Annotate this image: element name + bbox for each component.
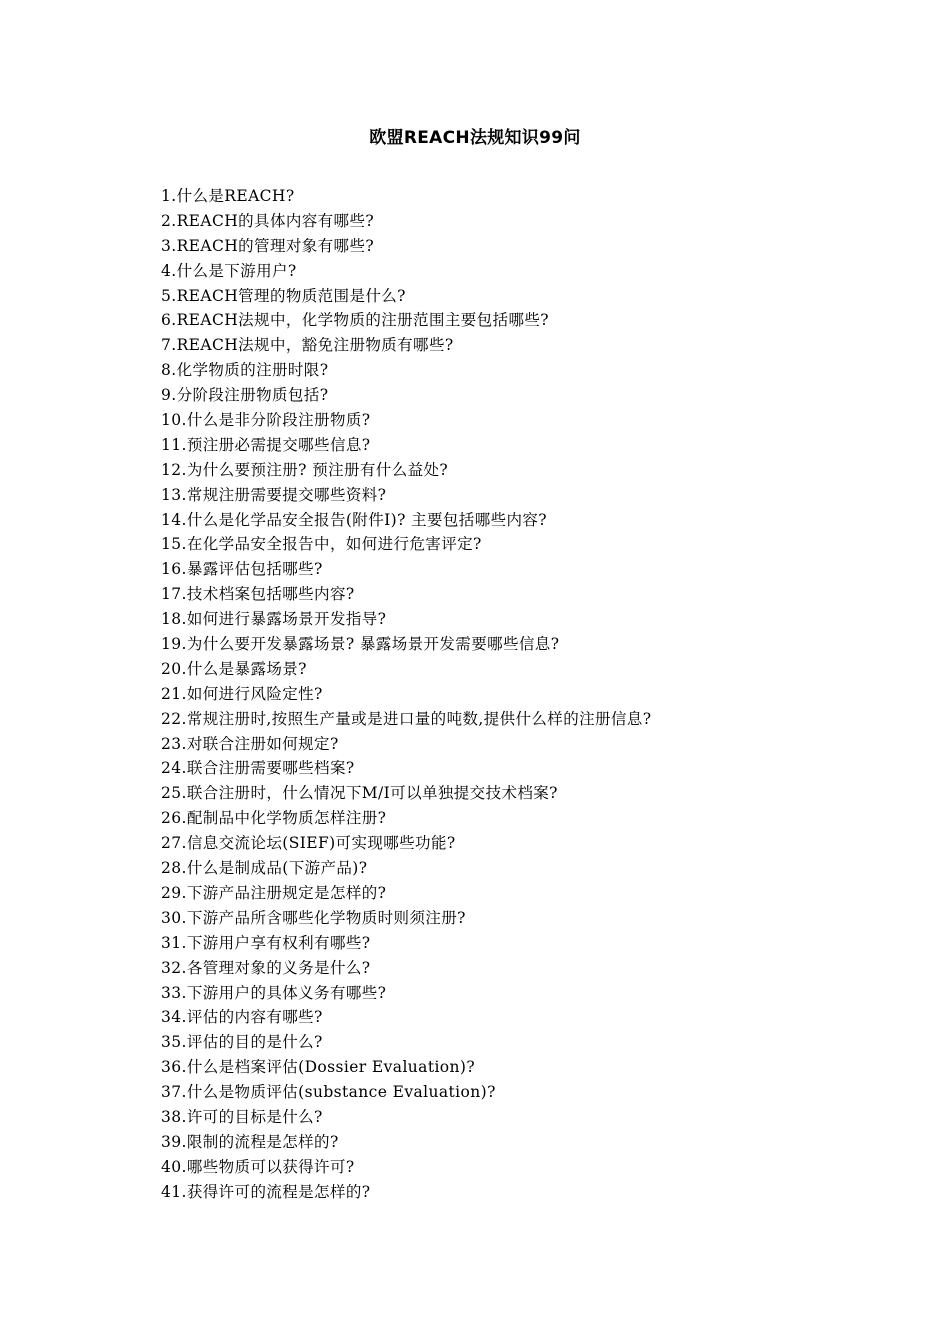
- question-item: 38.许可的目标是什么?: [161, 1107, 323, 1126]
- question-item: 25.联合注册时，什么情况下M/I可以单独提交技术档案?: [161, 784, 558, 803]
- question-item: 40.哪些物质可以获得许可?: [161, 1157, 355, 1176]
- question-item: 16.暴露评估包括哪些?: [161, 560, 323, 579]
- question-item: 21.如何进行风险定性?: [161, 684, 323, 703]
- question-item: 27.信息交流论坛(SIEF)可实现哪些功能?: [161, 834, 456, 853]
- question-item: 30.下游产品所含哪些化学物质时则须注册?: [161, 908, 466, 927]
- question-item: 7.REACH法规中，豁免注册物质有哪些?: [161, 336, 454, 355]
- question-item: 32.各管理对象的义务是什么?: [161, 958, 371, 977]
- question-item: 41.获得许可的流程是怎样的?: [161, 1182, 371, 1201]
- question-item: 36.什么是档案评估(Dossier Evaluation)?: [161, 1058, 476, 1077]
- question-item: 29.下游产品注册规定是怎样的?: [161, 883, 387, 902]
- question-item: 11.预注册必需提交哪些信息?: [161, 435, 371, 454]
- question-item: 15.在化学品安全报告中，如何进行危害评定?: [161, 535, 482, 554]
- question-item: 1.什么是REACH?: [161, 187, 295, 205]
- question-item: 4.什么是下游用户?: [161, 261, 297, 280]
- question-item: 12.为什么要预注册? 预注册有什么益处?: [161, 460, 449, 479]
- question-item: 24.联合注册需要哪些档案?: [161, 759, 355, 778]
- question-item: 39.限制的流程是怎样的?: [161, 1132, 339, 1151]
- question-item: 5.REACH管理的物质范围是什么?: [161, 286, 406, 305]
- question-item: 34.评估的内容有哪些?: [161, 1008, 323, 1027]
- question-list: [161, 184, 921, 1205]
- question-item: 9.分阶段注册物质包括?: [161, 386, 329, 405]
- question-item: 18.如何进行暴露场景开发指导?: [161, 610, 387, 629]
- question-item: 8.化学物质的注册时限?: [161, 361, 329, 380]
- question-item: 6.REACH法规中，化学物质的注册范围主要包括哪些?: [161, 311, 549, 330]
- question-item: 20.什么是暴露场景?: [161, 659, 307, 678]
- question-item: 17.技术档案包括哪些内容?: [161, 585, 355, 604]
- question-item: 35.评估的目的是什么?: [161, 1033, 323, 1052]
- question-item: 37.什么是物质评估(substance Evaluation)?: [161, 1083, 496, 1102]
- document-title: 欧盟REACH法规知识99问: [369, 128, 581, 148]
- question-item: 3.REACH的管理对象有哪些?: [161, 236, 375, 255]
- question-item: 31.下游用户享有权利有哪些?: [161, 933, 371, 952]
- question-item: 22.常规注册时,按照生产量或是进口量的吨数,提供什么样的注册信息?: [161, 709, 652, 728]
- question-item: 2.REACH的具体内容有哪些?: [161, 211, 375, 230]
- question-item: 28.什么是制成品(下游产品)?: [161, 859, 368, 878]
- question-item: 14.什么是化学品安全报告(附件I)? 主要包括哪些内容?: [161, 510, 548, 529]
- question-item: 33.下游用户的具体义务有哪些?: [161, 983, 387, 1002]
- question-item: 10.什么是非分阶段注册物质?: [161, 411, 371, 430]
- question-item: 23.对联合注册如何规定?: [161, 734, 339, 753]
- question-item: 13.常规注册需要提交哪些资料?: [161, 485, 387, 504]
- question-item: 19.为什么要开发暴露场景? 暴露场景开发需要哪些信息?: [161, 635, 560, 654]
- question-item: 26.配制品中化学物质怎样注册?: [161, 809, 387, 828]
